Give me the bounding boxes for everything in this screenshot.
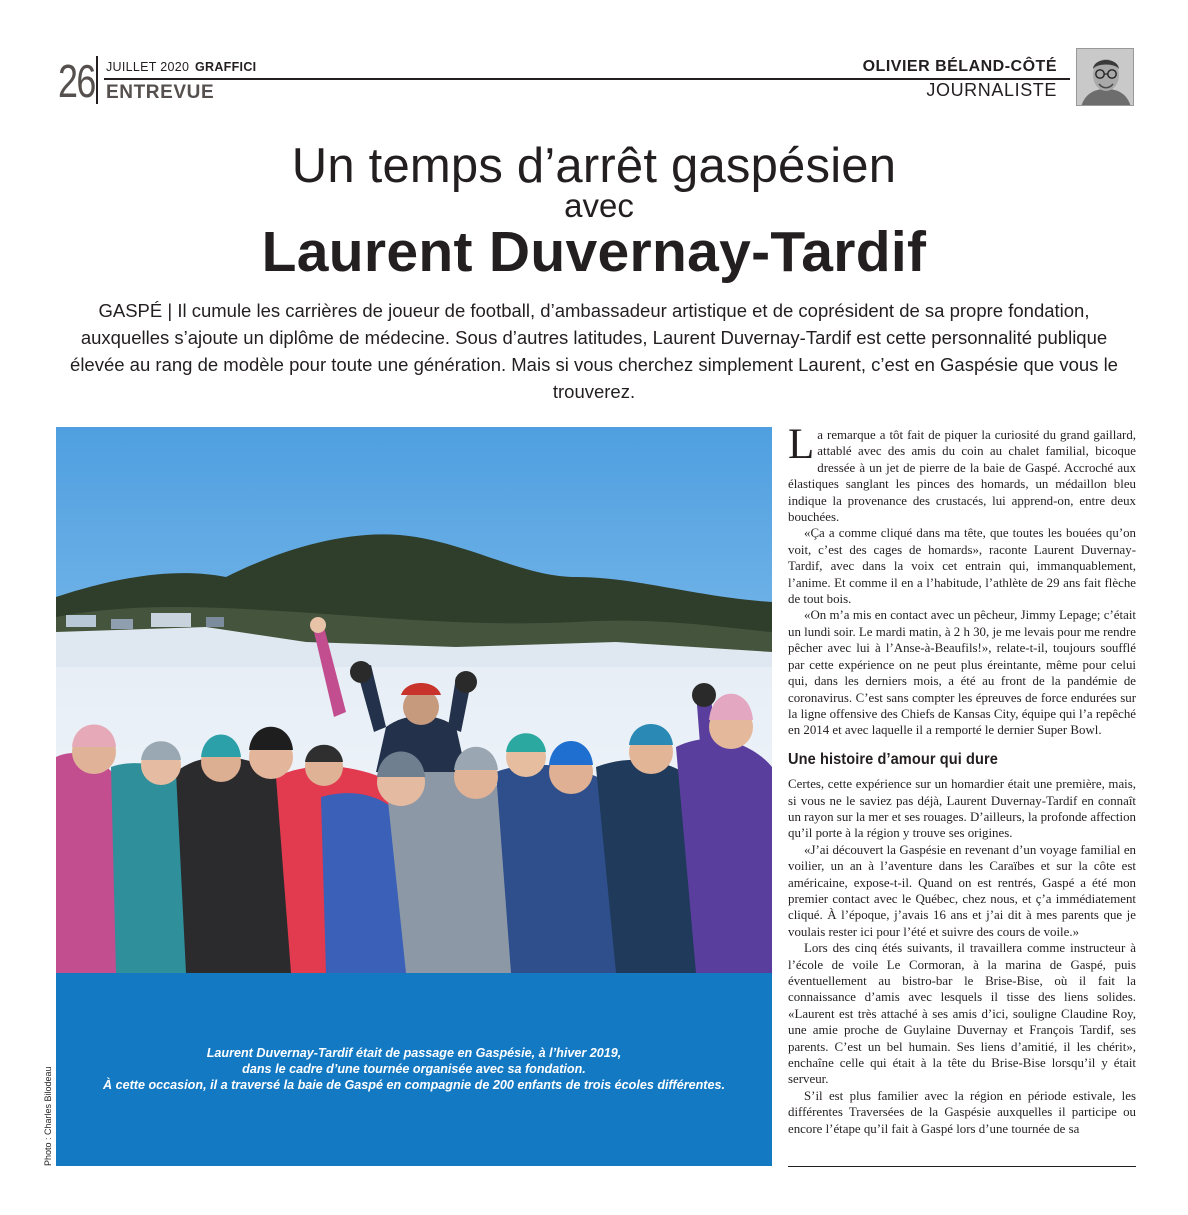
column-bottom-rule bbox=[788, 1166, 1136, 1167]
caption-line-3: À cette occasion, il a traversé la baie de Gaspé en compagnie de 200 enfants de trois écoles différentes. bbox=[102, 1078, 725, 1092]
caption-line-1: Laurent Duvernay-Tardif était de passage en Gaspésie, à l’hiver 2019, bbox=[206, 1046, 622, 1060]
caption-line-2: dans le cadre d’une tournée organisée avec sa fondation. bbox=[242, 1062, 586, 1076]
header-divider bbox=[96, 56, 98, 104]
issue-date: JUILLET 2020 bbox=[106, 60, 190, 74]
article-paragraph: Lors des cinq étés suivants, il travaillera comme instructeur à l’école de voile Le Cormoran, à la marina de Gaspé, puis éventuellement au bistro-bar le Brise-Bise, où il fait la connaissance d’amis avec lesquels il tisse des liens solides. «Laurent est très attaché à ses amis d’ici, souligne Claudine Roy, une amie proche de Guylaine Duvernay et François Tardif, ses parents. C’est un bel humain. Ses liens d’amitié, il les chérit», enchaîne celle qui était à la tête du Brise-Bise lorsqu’il y était serveur. bbox=[788, 941, 1136, 1087]
article-paragraph: «Ça a comme cliqué dans ma tête, que toutes les bouées qu’on voit, c’est des cages de homards», raconte Laurent Duvernay-Tardif, avec dans la voix cet entrain qui, immanquablement, l’anime. Et comme il en a l’habitude, l’athlète de 29 ans fait flèche de tout bois. bbox=[788, 526, 1136, 607]
column-bottom-mask bbox=[788, 1166, 1136, 1215]
drop-cap: L bbox=[788, 421, 815, 468]
header-rule bbox=[104, 78, 1070, 80]
publication-name: GRAFFICI bbox=[195, 60, 257, 74]
lede-paragraph: GASPÉ | Il cumule les carrières de joueur de football, d’ambassadeur artistique et de coprésident de sa propre fondation, auxquelles s’ajoute un diplôme de médecine. Sous d’autres latitudes, Laurent Duvernay-Tardif est cette personnalité publique élevée au rang de modèle pour toute une génération. Mais si vous cherchez simplement Laurent, c’est en Gaspésie que vous le trouverez. bbox=[70, 300, 1118, 402]
section-label: ENTREVUE bbox=[106, 82, 215, 103]
author-role: JOURNALISTE bbox=[926, 80, 1057, 100]
headline-line-1: Un temps d’arrêt gaspésien bbox=[291, 139, 897, 193]
article-subheading: Une histoire d’amour qui dure bbox=[788, 750, 998, 768]
photo-caption bbox=[56, 1045, 772, 1093]
photo-credit: Photo : Charles Bilodeau bbox=[43, 1066, 53, 1166]
article-body bbox=[788, 421, 1136, 1137]
author-name: OLIVIER BÉLAND-CÔTÉ bbox=[862, 58, 1057, 75]
article-paragraph: «J’ai découvert la Gaspésie en revenant d’un voyage familial en voilier, un an à l’aventure dans les Caraïbes et sur la côte est américaine, expose-t-il. Quand on est rentrés, Gaspé a été mon premier contact avec le Québec, chez nous, et ç’a immédiatement cliqué. À l’époque, j’avais 16 ans et j’ai dit à mes parents que je voulais rester ici pour l’été et suivre des cours de voile.» bbox=[788, 842, 1136, 939]
article-paragraph: S’il est plus familier avec la région en période estivale, les différentes Traversées de la Gaspésie auxquelles il participe ou encore l’étape qu’il fait à Gaspé lors d’une tournée de sa bbox=[788, 1088, 1136, 1136]
article-paragraph-text: a remarque a tôt fait de piquer la curiosité du grand gaillard, attablé avec des amis du coin au chalet familial, bicoque dressée à un jet de pierre de la baie de Gaspé. Accroché aux élastiques sanglant les pinces des homards, un médaillon bleu indique la provenance des crustacés, lui apprend-on, entre deux bouchées. bbox=[788, 428, 1136, 525]
article-paragraph: «On m’a mis en contact avec un pêcheur, Jimmy Lepage; c’était un lundi soir. Le mardi matin, à 2 h 30, je me levais pour me rendre pêcher avec lui à l’Anse-à-Beaufils!», relate-t-il, toujours soufflé par cette expérience on ne peut plus éreintante, même pour celui qui, dans les derniers mois, a été au front de la pandémie de coronavirus. C’est sans compter les épreuves de force endurées sur la ligne offensive des Chiefs de Kansas City, équipe qui l’a repêché en 2014 et avec laquelle il a remporté le dernier Super Bowl. bbox=[788, 608, 1136, 738]
headline-line-3: Laurent Duvernay-Tardif bbox=[261, 220, 927, 284]
article-paragraph bbox=[788, 421, 1136, 525]
article-paragraph: Certes, cette expérience sur un homardier était une première, mais, si vous ne le saviez pas déjà, Laurent Duvernay-Tardif en connaît un rayon sur la mer et ses rouages. D’ailleurs, la profonde affection qu’il porte à la région y trouve ses origines. bbox=[788, 777, 1136, 841]
headline-line-2: avec bbox=[564, 187, 634, 224]
author-portrait-drawing bbox=[1077, 49, 1134, 106]
author-portrait bbox=[1076, 48, 1134, 106]
feature-photo-illustration bbox=[56, 427, 772, 973]
page-number: 26 bbox=[58, 55, 95, 107]
feature-photo bbox=[56, 427, 772, 973]
